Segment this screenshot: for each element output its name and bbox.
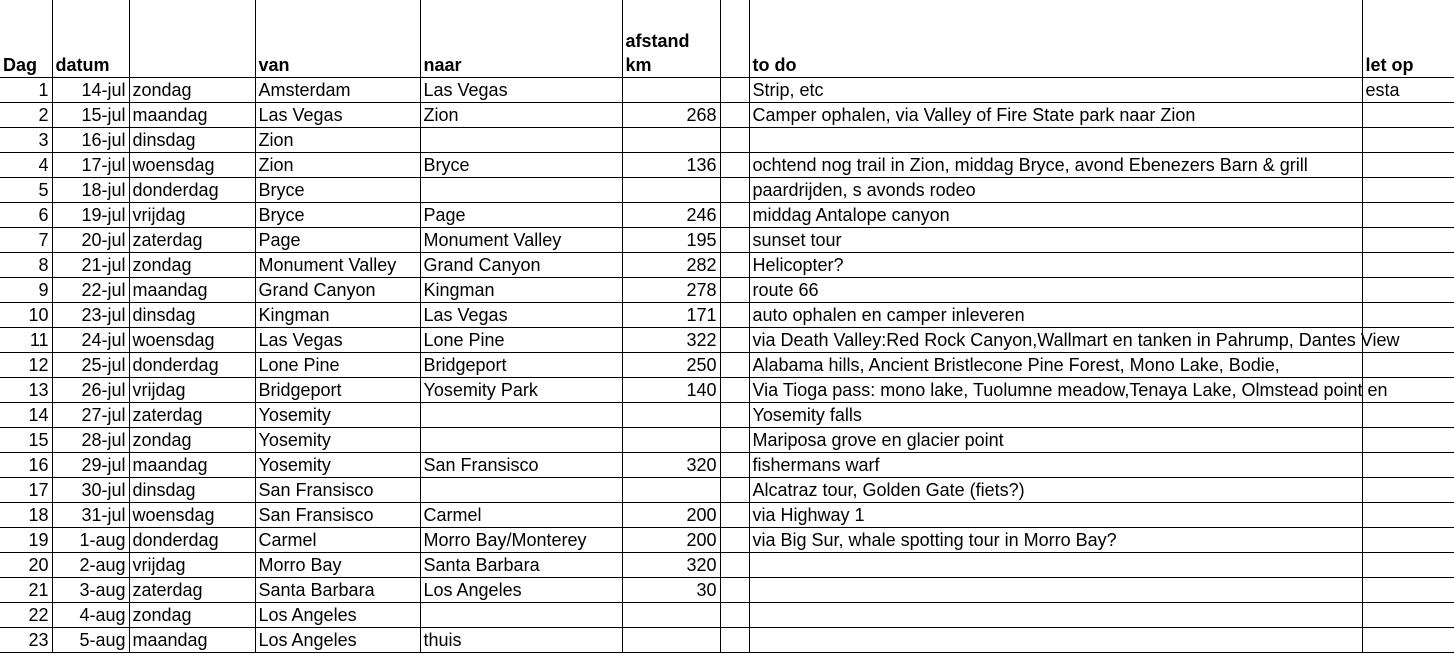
cell-todo[interactable]: paardrijden, s avonds rodeo <box>749 178 1362 203</box>
cell-todo[interactable]: Strip, etc <box>749 78 1362 103</box>
cell-naar[interactable]: thuis <box>420 628 622 653</box>
cell-todo[interactable]: Alabama hills, Ancient Bristlecone Pine Forest, Mono Lake, Bodie, <box>749 353 1362 378</box>
cell-van[interactable]: Kingman <box>255 303 420 328</box>
cell-blank[interactable] <box>720 178 749 203</box>
cell-afstand[interactable]: 136 <box>622 153 720 178</box>
cell-dag[interactable]: 19 <box>0 528 52 553</box>
cell-naar[interactable] <box>420 428 622 453</box>
cell-weekday[interactable]: woensdag <box>129 503 255 528</box>
header-afstand-line2: km <box>625 55 652 75</box>
cell-datum[interactable]: 29-jul <box>52 453 129 478</box>
header-van[interactable]: van <box>255 0 420 78</box>
cell-todo[interactable]: via Death Valley:Red Rock Canyon,Wallmart en tanken in Pahrump, Dantes View <box>749 328 1362 353</box>
cell-letop[interactable] <box>1362 403 1454 428</box>
cell-dag[interactable]: 4 <box>0 153 52 178</box>
cell-van[interactable]: Morro Bay <box>255 553 420 578</box>
cell-afstand[interactable]: 171 <box>622 303 720 328</box>
cell-letop[interactable] <box>1362 303 1454 328</box>
cell-naar[interactable]: Monument Valley <box>420 228 622 253</box>
cell-todo[interactable]: via Highway 1 <box>749 503 1362 528</box>
cell-van[interactable]: Bridgeport <box>255 378 420 403</box>
cell-afstand[interactable]: 195 <box>622 228 720 253</box>
cell-blank[interactable] <box>720 128 749 153</box>
cell-weekday[interactable]: dinsdag <box>129 478 255 503</box>
cell-naar[interactable] <box>420 128 622 153</box>
cell-blank[interactable] <box>720 153 749 178</box>
cell-van[interactable]: Los Angeles <box>255 603 420 628</box>
header-afstand[interactable] <box>622 0 720 78</box>
cell-dag[interactable]: 1 <box>0 78 52 103</box>
cell-letop[interactable] <box>1362 253 1454 278</box>
cell-naar[interactable]: Los Angeles <box>420 578 622 603</box>
table-row <box>0 603 1454 628</box>
cell-afstand[interactable]: 246 <box>622 203 720 228</box>
cell-letop[interactable] <box>1362 503 1454 528</box>
table-row <box>0 303 1454 328</box>
cell-dag[interactable]: 3 <box>0 128 52 153</box>
cell-weekday[interactable]: zaterdag <box>129 403 255 428</box>
cell-datum[interactable]: 18-jul <box>52 178 129 203</box>
cell-van[interactable]: Carmel <box>255 528 420 553</box>
cell-weekday[interactable]: dinsdag <box>129 303 255 328</box>
cell-dag[interactable]: 18 <box>0 503 52 528</box>
cell-letop[interactable] <box>1362 228 1454 253</box>
cell-naar[interactable]: Las Vegas <box>420 303 622 328</box>
cell-todo[interactable]: middag Antalope canyon <box>749 203 1362 228</box>
cell-dag[interactable]: 7 <box>0 228 52 253</box>
cell-afstand[interactable] <box>622 128 720 153</box>
cell-afstand[interactable] <box>622 628 720 653</box>
cell-letop[interactable] <box>1362 628 1454 653</box>
cell-weekday[interactable]: donderdag <box>129 353 255 378</box>
cell-van[interactable]: Yosemity <box>255 428 420 453</box>
cell-todo[interactable] <box>749 628 1362 653</box>
cell-datum[interactable]: 4-aug <box>52 603 129 628</box>
header-dag[interactable]: Dag <box>0 0 52 78</box>
cell-van[interactable]: Zion <box>255 153 420 178</box>
cell-naar[interactable]: Carmel <box>420 503 622 528</box>
cell-blank[interactable] <box>720 328 749 353</box>
header-todo[interactable]: to do <box>749 0 1362 78</box>
cell-datum[interactable]: 22-jul <box>52 278 129 303</box>
cell-todo[interactable]: Alcatraz tour, Golden Gate (fiets?) <box>749 478 1362 503</box>
cell-datum[interactable]: 26-jul <box>52 378 129 403</box>
cell-afstand[interactable] <box>622 428 720 453</box>
cell-naar[interactable]: Kingman <box>420 278 622 303</box>
cell-datum[interactable]: 21-jul <box>52 253 129 278</box>
cell-afstand[interactable]: 320 <box>622 553 720 578</box>
table-row <box>0 578 1454 603</box>
table-row <box>0 428 1454 453</box>
cell-letop[interactable] <box>1362 103 1454 128</box>
cell-datum[interactable]: 16-jul <box>52 128 129 153</box>
cell-naar[interactable] <box>420 403 622 428</box>
cell-blank[interactable] <box>720 303 749 328</box>
cell-van[interactable]: Lone Pine <box>255 353 420 378</box>
table-row <box>0 78 1454 103</box>
cell-letop[interactable] <box>1362 603 1454 628</box>
cell-dag[interactable]: 2 <box>0 103 52 128</box>
cell-blank[interactable] <box>720 78 749 103</box>
cell-blank[interactable] <box>720 503 749 528</box>
cell-afstand[interactable] <box>622 603 720 628</box>
cell-dag[interactable]: 6 <box>0 203 52 228</box>
cell-weekday[interactable]: zondag <box>129 603 255 628</box>
cell-van[interactable]: Yosemity <box>255 453 420 478</box>
cell-afstand[interactable] <box>622 178 720 203</box>
cell-afstand[interactable]: 268 <box>622 103 720 128</box>
cell-van[interactable]: Bryce <box>255 203 420 228</box>
cell-letop[interactable] <box>1362 453 1454 478</box>
cell-letop[interactable]: esta <box>1362 78 1454 103</box>
cell-datum[interactable]: 19-jul <box>52 203 129 228</box>
cell-van[interactable]: Las Vegas <box>255 103 420 128</box>
cell-blank[interactable] <box>720 403 749 428</box>
table-row <box>0 453 1454 478</box>
cell-dag[interactable]: 12 <box>0 353 52 378</box>
cell-datum[interactable]: 14-jul <box>52 78 129 103</box>
cell-afstand[interactable]: 30 <box>622 578 720 603</box>
cell-blank[interactable] <box>720 228 749 253</box>
header-letop[interactable]: let op <box>1362 0 1454 78</box>
table-row <box>0 553 1454 578</box>
cell-datum[interactable]: 30-jul <box>52 478 129 503</box>
cell-letop[interactable] <box>1362 153 1454 178</box>
table-row <box>0 253 1454 278</box>
cell-datum[interactable]: 2-aug <box>52 553 129 578</box>
cell-weekday[interactable]: donderdag <box>129 178 255 203</box>
cell-weekday[interactable]: woensdag <box>129 328 255 353</box>
cell-letop[interactable] <box>1362 353 1454 378</box>
cell-naar[interactable]: Bridgeport <box>420 353 622 378</box>
cell-dag[interactable]: 11 <box>0 328 52 353</box>
cell-letop[interactable] <box>1362 203 1454 228</box>
cell-todo[interactable]: route 66 <box>749 278 1362 303</box>
table-row <box>0 378 1454 403</box>
cell-weekday[interactable]: vrijdag <box>129 378 255 403</box>
cell-dag[interactable]: 9 <box>0 278 52 303</box>
table-row <box>0 203 1454 228</box>
cell-todo[interactable]: auto ophalen en camper inleveren <box>749 303 1362 328</box>
table-row <box>0 403 1454 428</box>
cell-todo[interactable]: via Big Sur, whale spotting tour in Morro Bay? <box>749 528 1362 553</box>
cell-dag[interactable]: 20 <box>0 553 52 578</box>
cell-dag[interactable]: 5 <box>0 178 52 203</box>
cell-van[interactable]: Las Vegas <box>255 328 420 353</box>
cell-todo[interactable]: sunset tour <box>749 228 1362 253</box>
cell-todo[interactable] <box>749 578 1362 603</box>
cell-weekday[interactable]: zaterdag <box>129 578 255 603</box>
table-row <box>0 503 1454 528</box>
cell-blank[interactable] <box>720 528 749 553</box>
cell-naar[interactable]: Lone Pine <box>420 328 622 353</box>
cell-van[interactable]: San Fransisco <box>255 503 420 528</box>
cell-letop[interactable] <box>1362 428 1454 453</box>
cell-dag[interactable]: 21 <box>0 578 52 603</box>
header-weekday[interactable] <box>129 0 255 78</box>
cell-datum[interactable]: 24-jul <box>52 328 129 353</box>
header-naar[interactable]: naar <box>420 0 622 78</box>
cell-weekday[interactable]: maandag <box>129 453 255 478</box>
cell-weekday[interactable]: maandag <box>129 103 255 128</box>
cell-blank[interactable] <box>720 378 749 403</box>
cell-naar[interactable]: Santa Barbara <box>420 553 622 578</box>
cell-naar[interactable]: Morro Bay/Monterey <box>420 528 622 553</box>
cell-letop[interactable] <box>1362 278 1454 303</box>
table-row <box>0 628 1454 653</box>
cell-afstand[interactable] <box>622 403 720 428</box>
table-row <box>0 228 1454 253</box>
cell-naar[interactable]: Las Vegas <box>420 78 622 103</box>
cell-weekday[interactable]: woensdag <box>129 153 255 178</box>
cell-naar[interactable]: Bryce <box>420 153 622 178</box>
cell-van[interactable]: Yosemity <box>255 403 420 428</box>
cell-datum[interactable]: 17-jul <box>52 153 129 178</box>
cell-weekday[interactable]: zaterdag <box>129 228 255 253</box>
cell-van[interactable]: San Fransisco <box>255 478 420 503</box>
cell-naar[interactable] <box>420 478 622 503</box>
cell-blank[interactable] <box>720 353 749 378</box>
table-row <box>0 478 1454 503</box>
cell-weekday[interactable]: vrijdag <box>129 203 255 228</box>
cell-dag[interactable]: 17 <box>0 478 52 503</box>
cell-todo[interactable] <box>749 128 1362 153</box>
cell-van[interactable]: Los Angeles <box>255 628 420 653</box>
cell-afstand[interactable]: 140 <box>622 378 720 403</box>
cell-letop[interactable] <box>1362 578 1454 603</box>
cell-dag[interactable]: 22 <box>0 603 52 628</box>
cell-datum[interactable]: 23-jul <box>52 303 129 328</box>
cell-datum[interactable]: 3-aug <box>52 578 129 603</box>
cell-letop[interactable] <box>1362 478 1454 503</box>
cell-weekday[interactable]: zondag <box>129 428 255 453</box>
cell-blank[interactable] <box>720 103 749 128</box>
cell-naar[interactable]: Grand Canyon <box>420 253 622 278</box>
cell-datum[interactable]: 1-aug <box>52 528 129 553</box>
header-datum[interactable]: datum <box>52 0 129 78</box>
cell-blank[interactable] <box>720 428 749 453</box>
cell-naar[interactable] <box>420 603 622 628</box>
cell-blank[interactable] <box>720 253 749 278</box>
cell-todo[interactable] <box>749 553 1362 578</box>
cell-afstand[interactable]: 282 <box>622 253 720 278</box>
cell-van[interactable]: Amsterdam <box>255 78 420 103</box>
table-row <box>0 278 1454 303</box>
cell-naar[interactable] <box>420 178 622 203</box>
cell-dag[interactable]: 15 <box>0 428 52 453</box>
cell-van[interactable]: Santa Barbara <box>255 578 420 603</box>
cell-letop[interactable] <box>1362 178 1454 203</box>
cell-afstand[interactable]: 278 <box>622 278 720 303</box>
cell-dag[interactable]: 8 <box>0 253 52 278</box>
cell-weekday[interactable]: donderdag <box>129 528 255 553</box>
cell-todo[interactable]: Yosemity falls <box>749 403 1362 428</box>
cell-letop[interactable] <box>1362 128 1454 153</box>
cell-afstand[interactable]: 200 <box>622 503 720 528</box>
cell-todo[interactable]: ochtend nog trail in Zion, middag Bryce, avond Ebenezers Barn & grill <box>749 153 1362 178</box>
table-row <box>0 178 1454 203</box>
cell-naar[interactable]: Yosemity Park <box>420 378 622 403</box>
cell-afstand[interactable]: 322 <box>622 328 720 353</box>
cell-afstand[interactable]: 250 <box>622 353 720 378</box>
cell-todo[interactable]: Mariposa grove en glacier point <box>749 428 1362 453</box>
table-row <box>0 328 1454 353</box>
cell-dag[interactable]: 10 <box>0 303 52 328</box>
cell-dag[interactable]: 23 <box>0 628 52 653</box>
cell-afstand[interactable] <box>622 78 720 103</box>
cell-blank[interactable] <box>720 553 749 578</box>
cell-datum[interactable]: 20-jul <box>52 228 129 253</box>
cell-todo[interactable] <box>749 603 1362 628</box>
cell-datum[interactable]: 5-aug <box>52 628 129 653</box>
header-row <box>0 0 1454 78</box>
table-row <box>0 103 1454 128</box>
cell-weekday[interactable]: dinsdag <box>129 128 255 153</box>
cell-datum[interactable]: 28-jul <box>52 428 129 453</box>
cell-blank[interactable] <box>720 628 749 653</box>
cell-todo[interactable]: Camper ophalen, via Valley of Fire State park naar Zion <box>749 103 1362 128</box>
cell-naar[interactable]: Zion <box>420 103 622 128</box>
cell-van[interactable]: Zion <box>255 128 420 153</box>
cell-todo[interactable]: Via Tioga pass: mono lake, Tuolumne meadow,Tenaya Lake, Olmstead point en <box>749 378 1362 403</box>
cell-blank[interactable] <box>720 453 749 478</box>
table-row <box>0 153 1454 178</box>
cell-naar[interactable]: Page <box>420 203 622 228</box>
cell-dag[interactable]: 16 <box>0 453 52 478</box>
cell-van[interactable]: Grand Canyon <box>255 278 420 303</box>
cell-blank[interactable] <box>720 203 749 228</box>
cell-weekday[interactable]: maandag <box>129 278 255 303</box>
cell-van[interactable]: Page <box>255 228 420 253</box>
cell-weekday[interactable]: zondag <box>129 78 255 103</box>
table-row <box>0 353 1454 378</box>
header-afstand-line1: afstand <box>625 31 690 51</box>
cell-weekday[interactable]: vrijdag <box>129 553 255 578</box>
header-blank[interactable] <box>720 0 749 78</box>
cell-blank[interactable] <box>720 478 749 503</box>
cell-afstand[interactable]: 320 <box>622 453 720 478</box>
cell-todo[interactable]: Helicopter? <box>749 253 1362 278</box>
cell-dag[interactable]: 14 <box>0 403 52 428</box>
cell-blank[interactable] <box>720 578 749 603</box>
cell-naar[interactable]: San Fransisco <box>420 453 622 478</box>
cell-todo[interactable]: fishermans warf <box>749 453 1362 478</box>
cell-weekday[interactable]: maandag <box>129 628 255 653</box>
cell-weekday[interactable]: zondag <box>129 253 255 278</box>
cell-datum[interactable]: 25-jul <box>52 353 129 378</box>
cell-van[interactable]: Monument Valley <box>255 253 420 278</box>
cell-dag[interactable]: 13 <box>0 378 52 403</box>
table-row <box>0 528 1454 553</box>
cell-datum[interactable]: 15-jul <box>52 103 129 128</box>
cell-blank[interactable] <box>720 278 749 303</box>
cell-blank[interactable] <box>720 603 749 628</box>
cell-afstand[interactable] <box>622 478 720 503</box>
cell-letop[interactable] <box>1362 553 1454 578</box>
cell-datum[interactable]: 31-jul <box>52 503 129 528</box>
cell-letop[interactable] <box>1362 528 1454 553</box>
cell-afstand[interactable]: 200 <box>622 528 720 553</box>
cell-van[interactable]: Bryce <box>255 178 420 203</box>
table-row <box>0 128 1454 153</box>
cell-datum[interactable]: 27-jul <box>52 403 129 428</box>
